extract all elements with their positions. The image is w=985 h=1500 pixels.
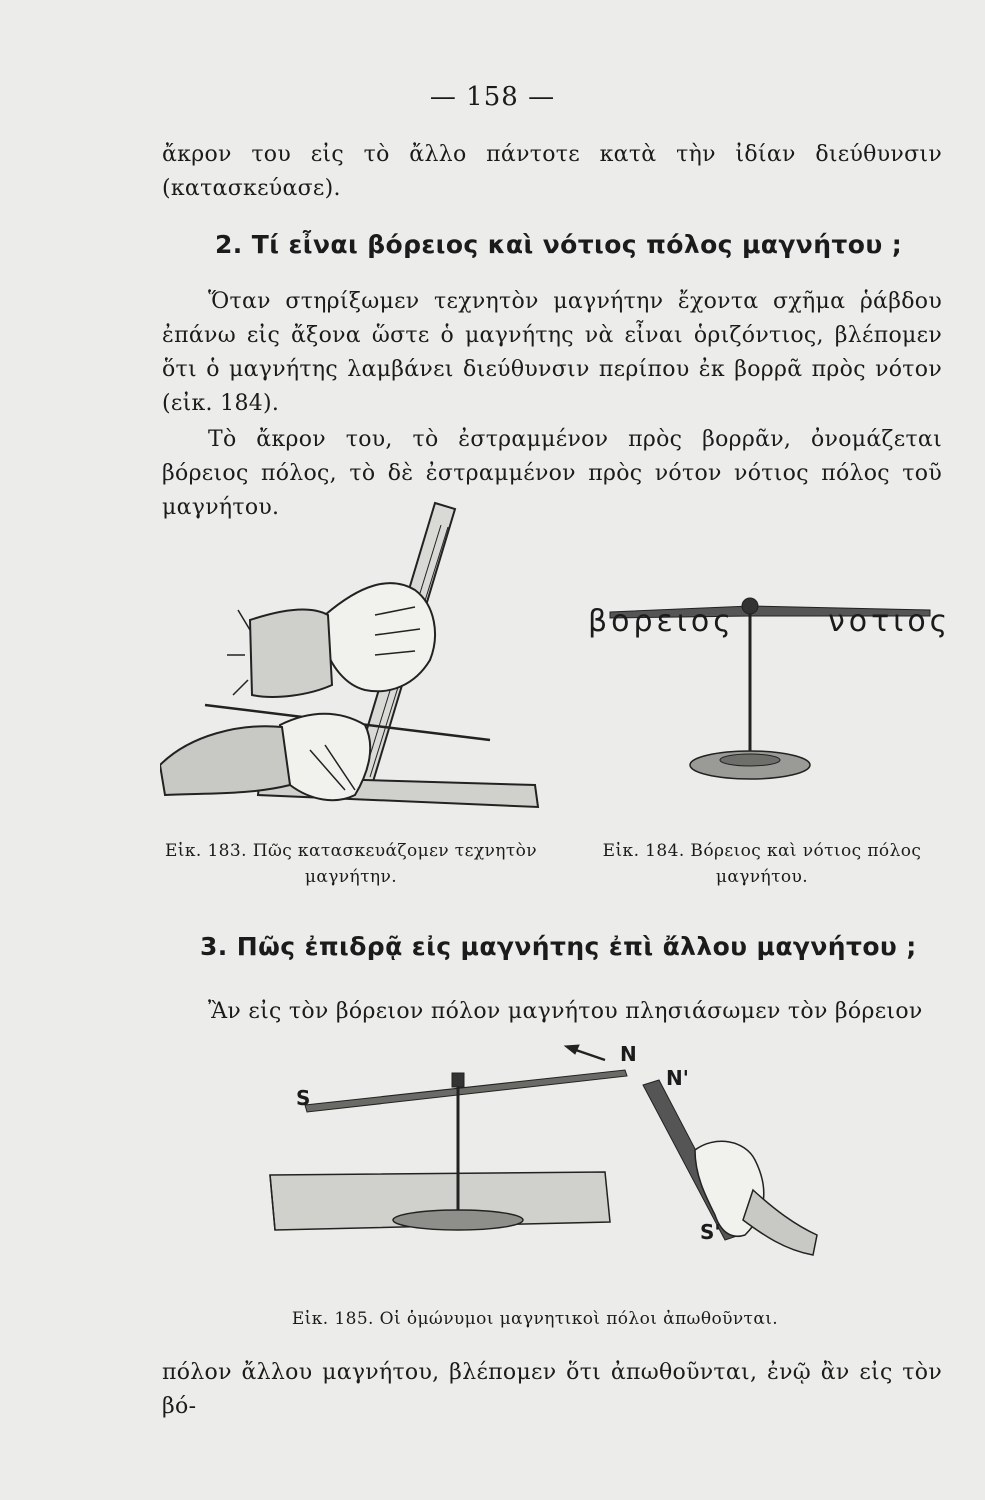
closing-line: πόλον ἄλλου μαγνήτου, βλέπομεν ὅτι ἀπωθοῦνται, ἐνῷ ἂν εἰς τὸν βό- [162,1360,942,1419]
section-3-paragraph-1: Ἂν εἰς τὸν βόρειον πόλον μαγνήτου πλησιάσωμεν τὸν βόρειον [208,999,923,1024]
label-n-prime: N' [666,1066,689,1090]
section-2-heading: 2. Τί εἶναι βόρειος καὶ νότιος πόλος μαγνήτου ; [215,230,903,259]
page-number: — 158 — [429,82,556,112]
figure-184-caption: Εἰκ. 184. Βόρειος καὶ νότιος πόλος μαγνήτου. [602,841,922,887]
section-3-heading: 3. Πῶς ἐπιδρᾷ εἰς μαγνήτης ἐπὶ ἄλλου μαγνήτου ; [200,932,917,961]
label-n-right: N [620,1042,637,1066]
south-pole-label: νοτιος [828,604,952,639]
figure-183-illustration [160,495,560,825]
north-pole-label: βορειος [588,604,735,639]
figure-185-illustration [265,1040,825,1260]
label-s-prime: S' [700,1220,721,1244]
figure-185-caption: Εἰκ. 185. Οἱ ὁμώνυμοι μαγνητικοὶ πόλοι ἀπωθοῦνται. [291,1309,779,1329]
figure-183-caption: Εἰκ. 183. Πῶς κατασκευάζομεν τεχνητὸν μαγνήτην. [164,841,538,887]
intro-line: ἄκρον του εἰς τὸ ἄλλο πάντοτε κατὰ τὴν ἰδίαν διεύθυνσιν (κατασκεύασε). [162,142,942,201]
label-s-left: S [296,1086,311,1110]
section-2-paragraph-2: Τὸ ἄκρον του, τὸ ἐστραμμένον πρὸς βορρᾶν, ὀνομάζεται βόρειος πόλος, τὸ δὲ ἐστραμμένον πρὸς νότον νότιος πόλος τοῦ μαγνήτου. [162,427,942,520]
section-2-paragraph-1: Ὅταν στηρίξωμεν τεχνητὸν μαγνήτην ἔχοντα σχῆμα ῥάβδου ἐπάνω εἰς ἄξονα ὥστε ὁ μαγνήτης νὰ εἶναι ὁριζόντιος, βλέπομεν ὅτι ὁ μαγνήτης λαμβάνει διεύθυνσιν περίπου ἐκ βορρᾶ πρὸς νότον (εἰκ. 184). [162,289,942,416]
